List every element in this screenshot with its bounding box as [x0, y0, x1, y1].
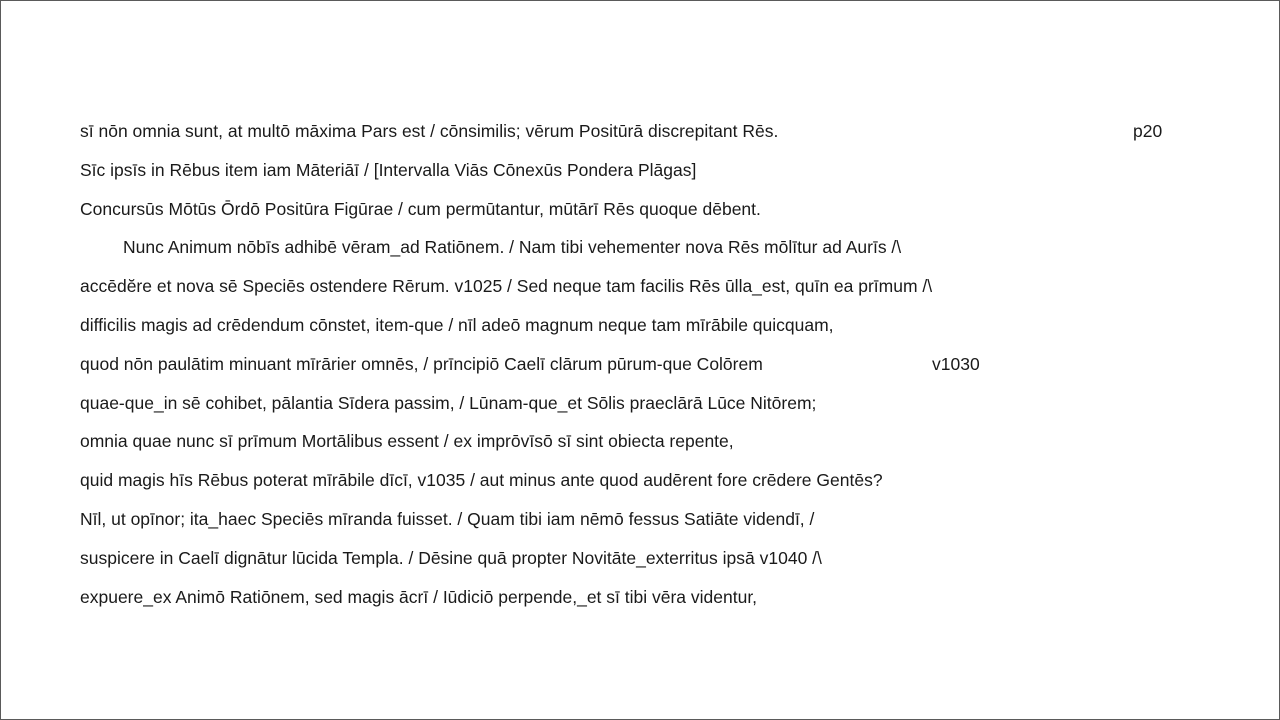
- line-text: quae-que_in sē cohibet, pālantia Sīdera passim, / Lūnam-que_et Sōlis praeclārā Lūce Nitōrem;: [80, 392, 817, 413]
- text-line-6: [80, 313, 1190, 352]
- text-line-10: [80, 468, 1190, 507]
- text-line-12: [80, 546, 1190, 585]
- line-text: accēdĕre et nova sē Speciēs ostendere Rērum. v1025 / Sed neque tam facilis Rēs ūlla_est, quīn ea prīmum /\: [80, 276, 933, 297]
- text-line-5: [80, 274, 1190, 313]
- text-line-4: [80, 235, 1190, 274]
- text-line-7: [80, 352, 1190, 391]
- line-text: suspicere in Caelī dignātur lūcida Templa. / Dēsine quā propter Novitāte_exterritus ipsā v1040 /\: [80, 547, 822, 568]
- line-text: sī nōn omnia sunt, at multō māxima Pars est / cōnsimilis; vērum Positūrā discrepitant Rēs.: [80, 121, 779, 141]
- line-text: Concursūs Mōtūs Ōrdō Positūra Figūrae / cum permūtantur, mūtārī Rēs quoque dēbent.: [80, 198, 761, 219]
- text-line-11: [80, 507, 1190, 546]
- line-text: quod nōn paulātim minuant mīrārier omnēs, / prīncipiō Caelī clārum pūrum-que Colōrem: [80, 353, 763, 374]
- text-line-13: [80, 585, 1190, 624]
- line-text: difficilis magis ad crēdendum cōnstet, item-que / nīl adeō magnum neque tam mīrābile quicquam,: [80, 314, 834, 335]
- line-text: quid magis hīs Rēbus poterat mīrābile dīcī, v1035 / aut minus ante quod audērent fore crēdere Gentēs?: [80, 470, 883, 491]
- line-text: omnia quae nunc sī prīmum Mortālibus essent / ex imprōvīsō sī sint obiecta repente,: [80, 431, 734, 452]
- text-line-3: [80, 197, 1190, 236]
- text-line-1: [80, 119, 1190, 158]
- text-line-2: [80, 158, 1190, 197]
- text-line-9: [80, 429, 1190, 468]
- text-body: [80, 119, 1190, 623]
- line-text: expuere_ex Animō Ratiōnem, sed magis ācrī / Iūdiciō perpende,_et sī tibi vēra videntur,: [80, 586, 758, 607]
- line-text: Nīl, ut opīnor; ita_haec Speciēs mīranda fuisset. / Quam tibi iam nēmō fessus Satiāte videndī, /: [80, 508, 815, 529]
- line-text: Sīc ipsīs in Rēbus item iam Māteriāī / [Intervalla Viās Cōnexūs Pondera Plāgas]: [80, 159, 697, 180]
- verse-reference: v1030: [932, 353, 980, 374]
- page-reference: p20: [1133, 121, 1163, 141]
- line-text: Nunc Animum nōbīs adhibē vēram_ad Ratiōnem. / Nam tibi vehementer nova Rēs mōlītur ad Aurīs /\: [123, 237, 902, 258]
- text-line-8: [80, 391, 1190, 430]
